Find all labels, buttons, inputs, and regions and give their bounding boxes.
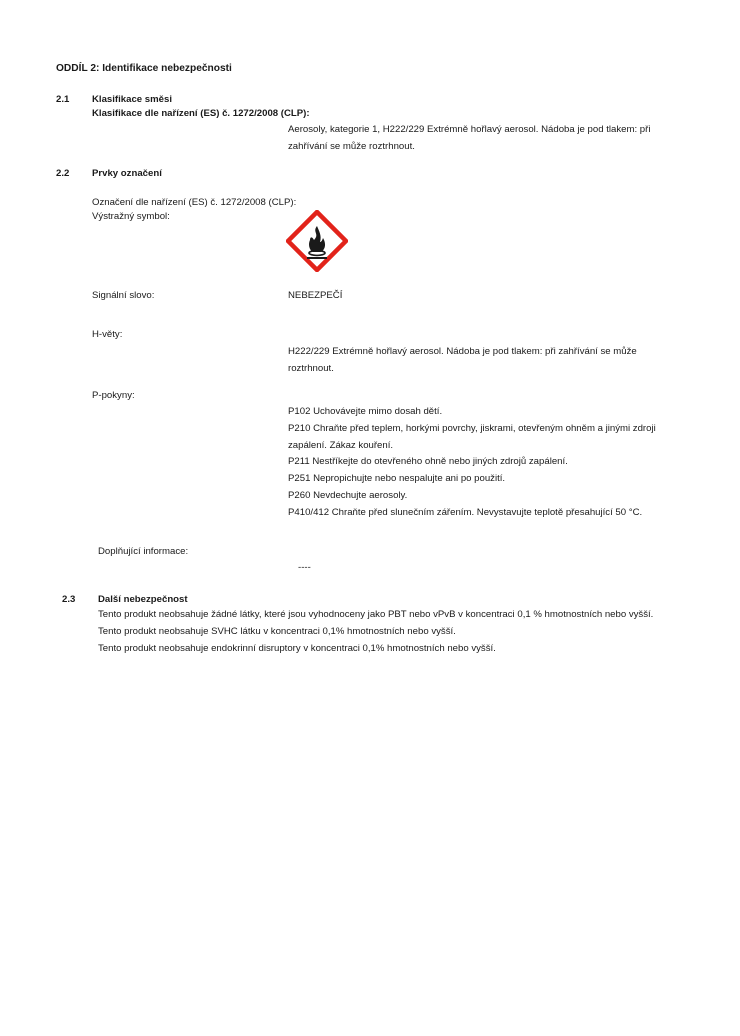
label-supplementary-info: Doplňující informace: (98, 546, 189, 557)
classification-text: Aerosoly, kategorie 1, H222/229 Extrémně hořlavý aerosol. Nádoba je pod tlakem: při zahřívání se může roztrhnout. (288, 124, 651, 152)
label-regulation: Označení dle nařízení (ES) č. 1272/2008 (CLP): (92, 197, 297, 208)
section-2-3-number: 2.3 (62, 594, 76, 605)
other-hazards-list (98, 607, 718, 657)
label-h-statements: H-věty: (92, 329, 123, 340)
p-statement: P211 Nestříkejte do otevřeného ohně nebo jiných zdrojů zapálení. (288, 456, 568, 468)
flame-pictogram-icon (286, 210, 348, 272)
p-statement: P251 Nepropichujte nebo nespalujte ani po použití. (288, 473, 506, 485)
supplementary-info-value: ---- (298, 562, 311, 573)
p-statement: P410/412 Chraňte před slunečním zářením. Nevystavujte teplotě přesahující 50 °C. (288, 506, 643, 518)
section-2-1-heading: Klasifikace směsi (92, 94, 173, 105)
p-statement: P210 Chraňte před teplem, horkými povrchy, jiskrami, otevřeným ohněm a jinými zdroji zapálení. Zákaz kouření. (288, 422, 656, 451)
signal-word: NEBEZPEČÍ (288, 290, 343, 301)
section-2-3-heading: Další nebezpečnost (98, 594, 188, 605)
section-title: ODDÍL 2: Identifikace nebezpečnosti (56, 63, 232, 74)
ghs-flame-svg (286, 210, 348, 272)
p-statement: P102 Uchovávejte mimo dosah dětí. (288, 406, 443, 417)
label-signal-word: Signální slovo: (92, 290, 155, 301)
section-2-1-number: 2.1 (56, 94, 70, 105)
label-p-statements: P-pokyny: (92, 390, 135, 401)
p-statement: P260 Nevdechujte aerosoly. (288, 489, 408, 501)
other-hazard-line: Tento produkt neobsahuje endokrinní disruptory v koncentraci 0,1% hmotnostních nebo vyšší. (98, 642, 496, 654)
clp-classification-subheading: Klasifikace dle nařízení (ES) č. 1272/2008 (CLP): (92, 108, 310, 119)
label-hazard-symbol: Výstražný symbol: (92, 211, 170, 222)
section-2-2-number: 2.2 (56, 168, 70, 179)
other-hazard-line: Tento produkt neobsahuje SVHC látku v koncentraci 0,1% hmotnostních nebo vyšší. (98, 625, 456, 637)
h-statement: H222/229 Extrémně hořlavý aerosol. Nádoba je pod tlakem: při zahřívání se může roztrhnout. (288, 346, 637, 374)
p-statements-list (288, 404, 688, 521)
other-hazard-line: Tento produkt neobsahuje žádné látky, které jsou vyhodnoceny jako PBT nebo vPvB v koncentraci 0,1 % hmotnostních nebo vyšší. (98, 609, 654, 620)
section-2-2-heading: Prvky označení (92, 168, 162, 179)
